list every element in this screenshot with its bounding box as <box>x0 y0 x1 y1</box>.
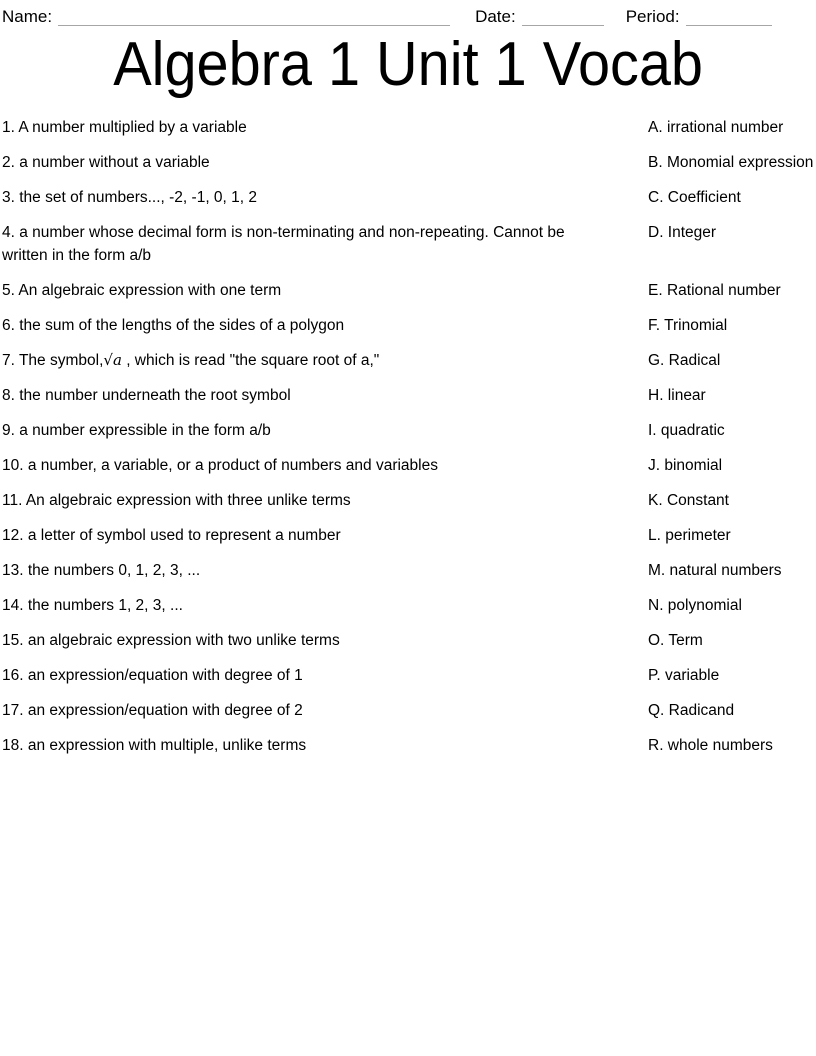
answer-item: G. Radical <box>648 352 721 369</box>
answer-item: H. linear <box>648 387 706 404</box>
period-blank-line <box>686 10 772 26</box>
matching-row <box>2 734 816 757</box>
question-item: 1. A number multiplied by a variable <box>2 119 247 136</box>
matching-row <box>2 419 816 442</box>
answer-item: L. perimeter <box>648 527 731 544</box>
answer-item: I. quadratic <box>648 422 725 439</box>
question-item: 17. an expression/equation with degree of 2 <box>2 702 303 719</box>
question-item: 6. the sum of the lengths of the sides of a polygon <box>2 317 345 334</box>
matching-row <box>2 489 816 512</box>
date-label: Date: <box>475 7 516 26</box>
question-text-prefix: 7. The symbol, <box>2 352 104 369</box>
question-item: 16. an expression/equation with degree of 1 <box>2 667 303 684</box>
matching-row <box>2 314 816 337</box>
matching-row <box>2 454 816 477</box>
question-text-suffix: , which is read "the square root of a," <box>121 352 380 369</box>
question-item: 10. a number, a variable, or a product of numbers and variables <box>2 457 438 474</box>
answer-item: F. Trinomial <box>648 317 728 334</box>
matching-row <box>2 594 816 617</box>
answer-item: R. whole numbers <box>648 737 773 754</box>
title-wrap <box>0 30 816 100</box>
answer-item: B. Monomial expression <box>648 154 814 171</box>
question-item: 18. an expression with multiple, unlike terms <box>2 737 307 754</box>
radicand-variable: a <box>112 351 122 369</box>
date-blank-line <box>522 10 604 26</box>
question-item: 4. a number whose decimal form is non-terminating and non-repeating. Cannot be written in the form a/b <box>2 224 565 264</box>
question-item: 5. An algebraic expression with one term <box>2 282 282 299</box>
question-item: 14. the numbers 1, 2, 3, ... <box>2 597 183 614</box>
name-label: Name: <box>2 7 53 26</box>
matching-row <box>2 524 816 547</box>
matching-row <box>2 279 816 302</box>
answer-item: J. binomial <box>648 457 723 474</box>
header <box>0 4 816 26</box>
matching-row <box>2 186 816 209</box>
matching-row <box>2 664 816 687</box>
worksheet-title: Algebra 1 Unit 1 Vocab <box>113 30 703 99</box>
question-item: 2. a number without a variable <box>2 154 210 171</box>
matching-row <box>2 559 816 582</box>
answer-item: K. Constant <box>648 492 729 509</box>
matching-row <box>2 699 816 722</box>
answer-item: D. Integer <box>648 224 717 241</box>
answer-item: O. Term <box>648 632 703 649</box>
question-item: 11. An algebraic expression with three unlike terms <box>2 492 351 509</box>
period-label: Period: <box>625 7 680 26</box>
matching-row <box>2 349 816 372</box>
question-item: 3. the set of numbers..., -2, -1, 0, 1, 2 <box>2 189 258 206</box>
matching-row <box>2 221 816 267</box>
matching-list <box>0 116 816 757</box>
question-item: 15. an algebraic expression with two unlike terms <box>2 632 340 649</box>
radical-sign-symbol: √ <box>103 351 113 369</box>
matching-row <box>2 116 816 139</box>
answer-item: C. Coefficient <box>648 189 741 206</box>
question-item <box>2 349 648 372</box>
matching-row <box>2 151 816 174</box>
answer-item: P. variable <box>648 667 720 684</box>
question-item: 9. a number expressible in the form a/b <box>2 422 271 439</box>
matching-row <box>2 629 816 652</box>
name-blank-line <box>58 10 450 26</box>
answer-item: M. natural numbers <box>648 562 782 579</box>
question-item: 12. a letter of symbol used to represent a number <box>2 527 341 544</box>
answer-item: A. irrational number <box>648 119 784 136</box>
question-item: 13. the numbers 0, 1, 2, 3, ... <box>2 562 201 579</box>
answer-item: N. polynomial <box>648 597 742 614</box>
answer-item: E. Rational number <box>648 282 781 299</box>
question-item: 8. the number underneath the root symbol <box>2 387 291 404</box>
matching-row <box>2 384 816 407</box>
answer-item: Q. Radicand <box>648 702 735 719</box>
